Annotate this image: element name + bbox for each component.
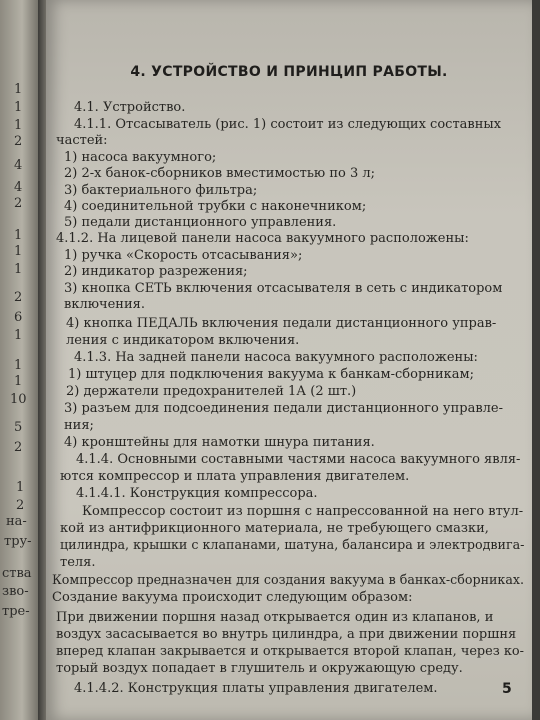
paragraph-line: теля.	[60, 555, 96, 570]
margin-fragment: 1	[14, 328, 23, 343]
margin-fragment: 4	[14, 158, 23, 173]
margin-fragment: 1	[14, 374, 23, 389]
margin-fragment: 4	[14, 180, 23, 195]
margin-fragment: 1	[14, 100, 23, 115]
list-item: 2) держатели предохранителей 1А (2 шт.)	[66, 384, 357, 399]
margin-fragment: на-	[6, 514, 27, 529]
paragraph-line: 4.1.2. На лицевой панели насоса вакуумного расположены:	[56, 231, 469, 246]
list-item: 1) штуцер для подключения вакуума к банкам-сборникам;	[68, 367, 474, 382]
paragraph-line: 4.1.4. Основными составными частями насоса вакуумного явля-	[76, 452, 521, 467]
margin-fragment: 1	[14, 118, 23, 133]
background-edge	[532, 0, 540, 720]
list-item: 4) соединительной трубки с наконечником;	[64, 199, 367, 214]
paragraph-line: Компрессор состоит из поршня с напрессованной на него втул-	[82, 504, 524, 519]
paragraph-line: кой из антифрикционного материала, не требующего смазки,	[60, 521, 489, 536]
paragraph-line: воздух засасывается во внутрь цилиндра, а при движении поршня	[56, 627, 517, 642]
subsection-heading: 4.1.4.1. Конструкция компрессора.	[76, 486, 318, 501]
list-item: 2) индикатор разрежения;	[64, 264, 248, 279]
margin-fragment: 2	[14, 440, 23, 455]
page-number: 5	[502, 681, 512, 697]
margin-fragment: 1	[14, 244, 23, 259]
margin-fragment: 1	[14, 228, 23, 243]
paragraph-line: включения.	[64, 297, 145, 312]
paragraph-line: При движении поршня назад открывается один из клапанов, и	[56, 610, 494, 625]
section-title: 4. УСТРОЙСТВО И ПРИНЦИП РАБОТЫ.	[130, 64, 448, 80]
paragraph-line: Создание вакуума происходит следующим образом:	[52, 590, 413, 605]
margin-fragment: 1	[14, 262, 23, 277]
previous-page-edge	[0, 0, 40, 720]
list-item: 1) ручка «Скорость отсасывания»;	[64, 248, 303, 263]
paragraph-line: ются компрессор и плата управления двигателем.	[60, 469, 410, 484]
margin-fragment: тре-	[2, 604, 30, 619]
margin-fragment: 10	[10, 392, 27, 407]
margin-fragment: 6	[14, 310, 23, 325]
margin-fragment: тру-	[4, 534, 32, 549]
paragraph-line: ния;	[64, 418, 94, 433]
list-item: 2) 2-х банок-сборников вместимостью по 3 л;	[64, 166, 376, 181]
margin-fragment: 2	[14, 196, 23, 211]
list-item: 3) бактериального фильтра;	[64, 183, 258, 198]
paragraph-line: 4.1.1. Отсасыватель (рис. 1) состоит из следующих составных	[74, 117, 502, 132]
paragraph-line: частей:	[56, 133, 108, 148]
list-item: 4) кронштейны для намотки шнура питания.	[64, 435, 375, 450]
margin-fragment: 2	[14, 134, 23, 149]
margin-fragment: 1	[16, 480, 25, 495]
paragraph-line: вперед клапан закрывается и открывается второй клапан, через ко-	[56, 644, 524, 659]
margin-fragment: зво-	[2, 584, 29, 599]
paragraph-line: ления с индикатором включения.	[66, 333, 300, 348]
margin-fragment: 1	[14, 358, 23, 373]
list-item: 4) кнопка ПЕДАЛЬ включения педали дистанционного управ-	[66, 316, 497, 331]
margin-fragment: ства	[2, 566, 32, 581]
margin-fragment: 5	[14, 420, 23, 435]
margin-fragment: 2	[16, 498, 25, 513]
paragraph-line: Компрессор предназначен для создания вакуума в банках-сборниках.	[52, 573, 525, 588]
list-item: 3) разъем для подсоединения педали дистанционного управле-	[64, 401, 503, 416]
margin-fragment: 1	[14, 82, 23, 97]
subsection-heading: 4.1.4.2. Конструкция платы управления двигателем.	[74, 681, 438, 696]
paragraph-line: цилиндра, крышки с клапанами, шатуна, балансира и электродвига-	[60, 538, 525, 553]
list-item: 3) кнопка СЕТЬ включения отсасывателя в сеть с индикатором	[64, 281, 503, 296]
list-item: 5) педали дистанционного управления.	[64, 215, 337, 230]
paragraph-line: торый воздух попадает в глушитель и окружающую среду.	[56, 661, 463, 676]
list-item: 1) насоса вакуумного;	[64, 150, 217, 165]
document-page	[46, 0, 532, 720]
margin-fragment: 2	[14, 290, 23, 305]
paragraph-line: 4.1.3. На задней панели насоса вакуумного расположены:	[74, 350, 478, 365]
subsection-heading: 4.1. Устройство.	[74, 100, 186, 115]
